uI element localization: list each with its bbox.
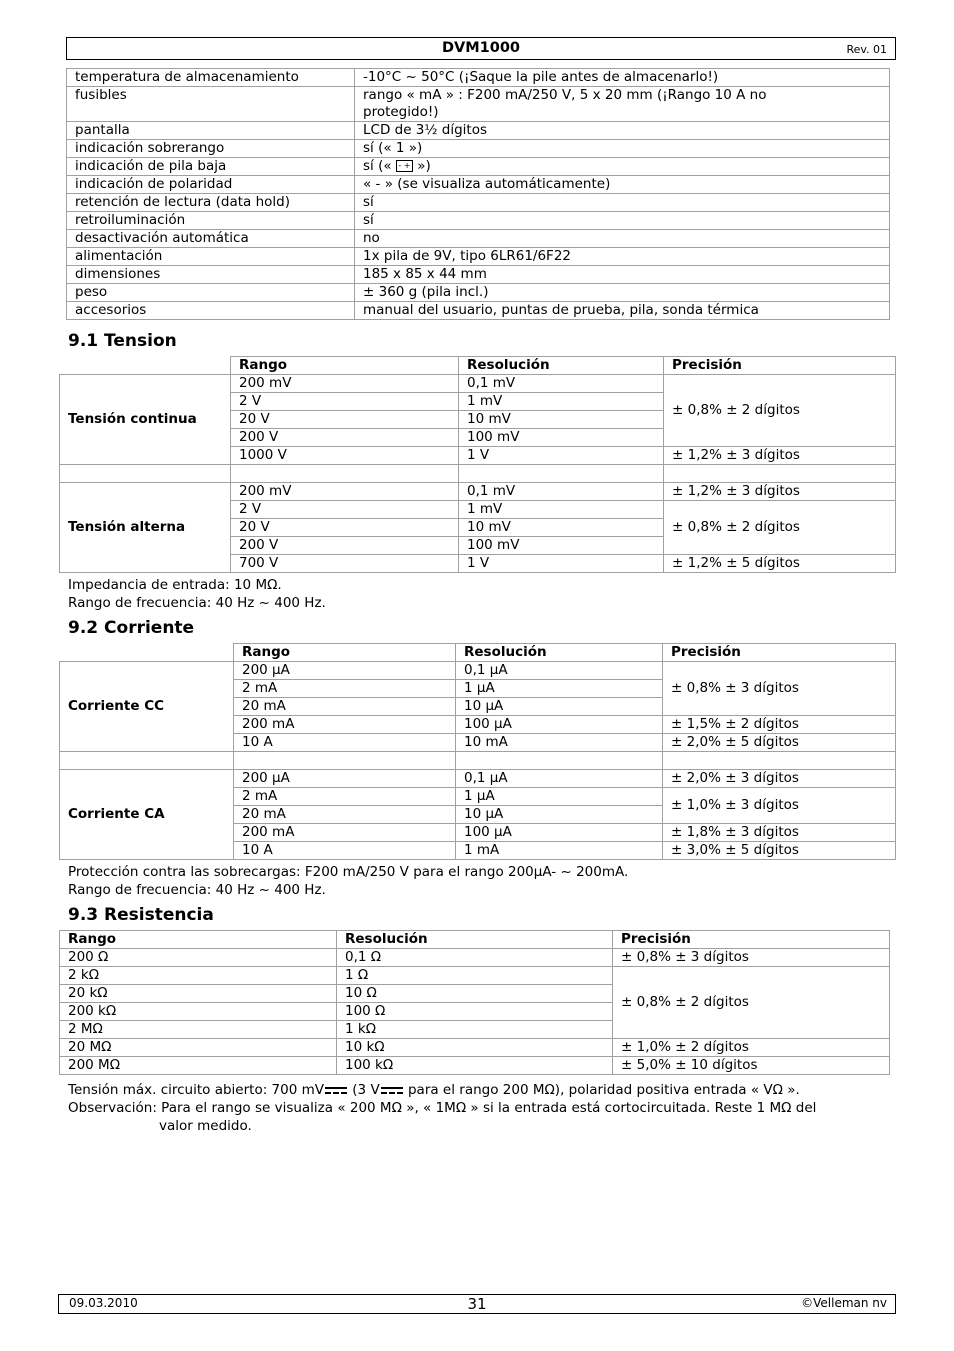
specifications-table — [66, 68, 890, 320]
section-title-corriente: 9.2 Corriente — [68, 618, 195, 638]
spec-value: 185 x 85 x 44 mm — [355, 266, 890, 284]
resolution-cell: 1 Ω — [337, 967, 613, 985]
range-cell: 10 A — [234, 842, 456, 860]
resolution-cell: 10 mA — [456, 734, 663, 752]
spec-label: indicación de polaridad — [67, 176, 355, 194]
precision-cell: ± 1,5% ± 2 dígitos — [663, 716, 896, 734]
table-row — [60, 375, 896, 393]
section-title-resistencia: 9.3 Resistencia — [68, 905, 214, 925]
tension-table — [59, 356, 896, 573]
spec-value: no — [355, 230, 890, 248]
revision-label: Rev. 01 — [846, 43, 887, 56]
battery-icon: - + — [396, 160, 413, 172]
range-cell: 200 V — [231, 537, 459, 555]
precision-cell: ± 1,2% ± 3 dígitos — [664, 447, 896, 465]
table-row — [60, 967, 890, 985]
resolution-cell: 100 mV — [459, 537, 664, 555]
precision-cell: ± 1,0% ± 2 dígitos — [613, 1039, 890, 1057]
table-header-row — [60, 644, 896, 662]
range-cell: 2 MΩ — [60, 1021, 337, 1039]
spec-label: fusibles — [67, 87, 355, 122]
precision-cell: ± 2,0% ± 3 dígitos — [663, 770, 896, 788]
range-cell: 10 A — [234, 734, 456, 752]
resolution-cell: 10 µA — [456, 806, 663, 824]
document-title: DVM1000 — [441, 40, 521, 56]
group-label: Tensión continua — [60, 375, 231, 465]
table-header-row — [60, 931, 890, 949]
range-cell: 2 mA — [234, 788, 456, 806]
resolution-cell: 1 mV — [459, 501, 664, 519]
dc-symbol-icon — [381, 1086, 403, 1095]
table-row — [60, 1039, 890, 1057]
range-cell: 20 V — [231, 519, 459, 537]
spec-label: alimentación — [67, 248, 355, 266]
range-cell: 2 V — [231, 501, 459, 519]
range-cell: 200 V — [231, 429, 459, 447]
resolution-cell: 100 Ω — [337, 1003, 613, 1021]
resolution-cell: 0,1 Ω — [337, 949, 613, 967]
range-cell: 200 µA — [234, 662, 456, 680]
resolution-cell: 0,1 µA — [456, 770, 663, 788]
section-title-tension: 9.1 Tension — [68, 331, 177, 351]
range-cell: 2 kΩ — [60, 967, 337, 985]
spec-value: sí (« 1 ») — [355, 140, 890, 158]
spec-label: desactivación automática — [67, 230, 355, 248]
note-text: Tensión máx. circuito abierto: 700 mV (3 V para el rango 200 MΩ), polaridad positiva entrada « VΩ ». — [68, 1082, 800, 1098]
range-cell: 200 mV — [231, 483, 459, 501]
note-text: Protección contra las sobrecargas: F200 mA/250 V para el rango 200µA- ~ 200mA. — [68, 864, 629, 880]
range-cell: 200 mV — [231, 375, 459, 393]
column-header: Precisión — [613, 931, 890, 949]
note-text: Rango de frecuencia: 40 Hz ~ 400 Hz. — [68, 882, 326, 898]
spec-label: temperatura de almacenamiento — [67, 69, 355, 87]
table-row — [67, 158, 890, 176]
corriente-table — [59, 643, 896, 860]
column-header: Resolución — [459, 357, 664, 375]
table-row — [67, 302, 890, 320]
precision-cell: ± 1,0% ± 3 dígitos — [663, 788, 896, 824]
precision-cell: ± 1,2% ± 3 dígitos — [664, 483, 896, 501]
spacer-row — [60, 465, 896, 483]
spec-label: peso — [67, 284, 355, 302]
note-text: Observación: Para el rango se visualiza « 200 MΩ », « 1MΩ » si la entrada está cortocircuitada. Reste 1 MΩ del — [68, 1100, 817, 1116]
resolution-cell: 0,1 µA — [456, 662, 663, 680]
precision-cell: ± 0,8% ± 2 dígitos — [664, 375, 896, 447]
precision-cell: ± 0,8% ± 2 dígitos — [613, 967, 890, 1039]
table-row — [60, 662, 896, 680]
note-text: Impedancia de entrada: 10 MΩ. — [68, 577, 282, 593]
spec-value: rango « mA » : F200 mA/250 V, 5 x 20 mm (¡Rango 10 A no protegido!) — [355, 87, 890, 122]
table-row — [67, 284, 890, 302]
range-cell: 2 V — [231, 393, 459, 411]
resolution-cell: 1 µA — [456, 680, 663, 698]
spacer-row — [60, 752, 896, 770]
table-row — [60, 949, 890, 967]
table-row — [60, 1057, 890, 1075]
precision-cell: ± 5,0% ± 10 dígitos — [613, 1057, 890, 1075]
spec-label: indicación sobrerango — [67, 140, 355, 158]
spec-value: 1x pila de 9V, tipo 6LR61/6F22 — [355, 248, 890, 266]
column-header: Precisión — [663, 644, 896, 662]
precision-cell: ± 0,8% ± 3 dígitos — [663, 662, 896, 716]
resolution-cell: 10 mV — [459, 519, 664, 537]
range-cell: 20 mA — [234, 698, 456, 716]
resolution-cell: 100 µA — [456, 824, 663, 842]
table-row — [67, 212, 890, 230]
table-header-row — [60, 357, 896, 375]
precision-cell: ± 3,0% ± 5 dígitos — [663, 842, 896, 860]
column-header: Precisión — [664, 357, 896, 375]
resolution-cell: 1 mA — [456, 842, 663, 860]
spec-value: ± 360 g (pila incl.) — [355, 284, 890, 302]
range-cell: 200 mA — [234, 716, 456, 734]
table-row — [67, 230, 890, 248]
column-header: Rango — [234, 644, 456, 662]
precision-cell: ± 1,2% ± 5 dígitos — [664, 555, 896, 573]
resistencia-table — [59, 930, 890, 1075]
table-row — [67, 248, 890, 266]
spec-label: accesorios — [67, 302, 355, 320]
spec-label: pantalla — [67, 122, 355, 140]
table-row — [60, 483, 896, 501]
precision-cell: ± 2,0% ± 5 dígitos — [663, 734, 896, 752]
page-number: 31 — [467, 1295, 487, 1313]
spec-label: indicación de pila baja — [67, 158, 355, 176]
group-label: Corriente CC — [60, 662, 234, 752]
precision-cell: ± 0,8% ± 2 dígitos — [664, 501, 896, 555]
range-cell: 2 mA — [234, 680, 456, 698]
resolution-cell: 1 V — [459, 447, 664, 465]
resolution-cell: 0,1 mV — [459, 483, 664, 501]
resolution-cell: 1 mV — [459, 393, 664, 411]
resolution-cell: 1 kΩ — [337, 1021, 613, 1039]
precision-cell: ± 0,8% ± 3 dígitos — [613, 949, 890, 967]
table-row — [67, 176, 890, 194]
precision-cell: ± 1,8% ± 3 dígitos — [663, 824, 896, 842]
table-row — [67, 140, 890, 158]
spec-value: sí — [355, 212, 890, 230]
resolution-cell: 10 Ω — [337, 985, 613, 1003]
column-header: Rango — [231, 357, 459, 375]
note-text: Rango de frecuencia: 40 Hz ~ 400 Hz. — [68, 595, 326, 611]
spec-value: LCD de 3½ dígitos — [355, 122, 890, 140]
group-label: Tensión alterna — [60, 483, 231, 573]
range-cell: 700 V — [231, 555, 459, 573]
group-label: Corriente CA — [60, 770, 234, 860]
range-cell: 200 µA — [234, 770, 456, 788]
resolution-cell: 10 mV — [459, 411, 664, 429]
range-cell: 200 kΩ — [60, 1003, 337, 1021]
table-row — [67, 87, 890, 122]
table-row — [60, 770, 896, 788]
resolution-cell: 10 kΩ — [337, 1039, 613, 1057]
range-cell: 200 MΩ — [60, 1057, 337, 1075]
spec-value: sí (« - + ») — [355, 158, 890, 176]
spec-label: retención de lectura (data hold) — [67, 194, 355, 212]
spec-label: retroiluminación — [67, 212, 355, 230]
range-cell: 200 mA — [234, 824, 456, 842]
table-row — [67, 69, 890, 87]
column-header: Resolución — [456, 644, 663, 662]
range-cell: 1000 V — [231, 447, 459, 465]
spec-value: sí — [355, 194, 890, 212]
resolution-cell: 100 µA — [456, 716, 663, 734]
table-row — [67, 122, 890, 140]
column-header: Rango — [60, 931, 337, 949]
resolution-cell: 0,1 mV — [459, 375, 664, 393]
spec-label: dimensiones — [67, 266, 355, 284]
resolution-cell: 100 kΩ — [337, 1057, 613, 1075]
range-cell: 20 mA — [234, 806, 456, 824]
column-header: Resolución — [337, 931, 613, 949]
page-footer — [58, 1294, 896, 1314]
range-cell: 200 Ω — [60, 949, 337, 967]
resolution-cell: 1 V — [459, 555, 664, 573]
resolution-cell: 100 mV — [459, 429, 664, 447]
footer-copyright: ©Velleman nv — [801, 1296, 887, 1310]
range-cell: 20 MΩ — [60, 1039, 337, 1057]
resolution-cell: 10 µA — [456, 698, 663, 716]
table-row — [67, 194, 890, 212]
note-text: valor medido. — [159, 1118, 252, 1134]
range-cell: 20 kΩ — [60, 985, 337, 1003]
dc-symbol-icon — [325, 1086, 347, 1095]
spec-value: manual del usuario, puntas de prueba, pila, sonda térmica — [355, 302, 890, 320]
spec-value: -10°C ~ 50°C (¡Saque la pile antes de almacenarlo!) — [355, 69, 890, 87]
range-cell: 20 V — [231, 411, 459, 429]
footer-date: 09.03.2010 — [69, 1296, 138, 1310]
table-row — [67, 266, 890, 284]
page-header — [66, 37, 896, 60]
resolution-cell: 1 µA — [456, 788, 663, 806]
spec-value: « - » (se visualiza automáticamente) — [355, 176, 890, 194]
